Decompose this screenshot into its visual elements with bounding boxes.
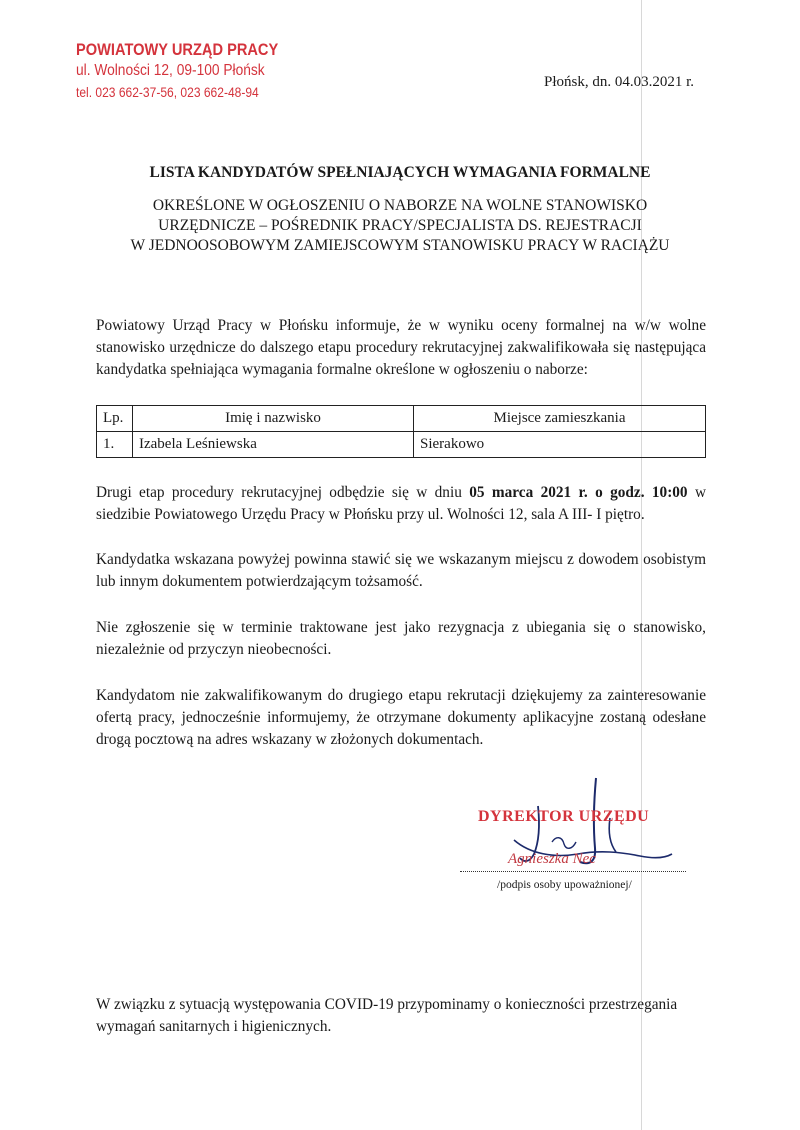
subtitle-line: URZĘDNICZE – POŚREDNIK PRACY/SPECJALISTA DS. REJESTRACJI [158, 217, 642, 234]
stage2-text-after: w siedzibie Powiatowego Urzędu Pracy w Płońsku przy ul. Wolności 12, sala A III- I piętro. [96, 484, 707, 523]
table-header-row [97, 406, 706, 432]
document-title: LISTA KANDYDATÓW SPEŁNIAJĄCYCH WYMAGANIA FORMALNE [149, 164, 651, 181]
col-header-residence: Miejsce zamieszkania [414, 406, 706, 432]
subtitle-line: W JEDNOOSOBOWYM ZAMIEJSCOWYM STANOWISKU PRACY W RACIĄŻU [130, 237, 670, 254]
subtitle-line: OKREŚLONE W OGŁOSZENIU O NABORZE NA WOLNE STANOWISKO [152, 197, 648, 214]
table-row [97, 432, 706, 458]
signature-caption: /podpis osoby upoważnionej/ [497, 879, 632, 891]
id-paragraph: Kandydatka wskazana powyżej powinna stawić się we wskazanym miejscu z dowodem osobistym lub innym dokumentem potwierdzającym tożsamość. [96, 551, 706, 590]
signature-dotted-line [460, 870, 686, 872]
stage2-text-before: Drugi etap procedury rekrutacyjnej odbędzie się w dniu [96, 484, 470, 501]
org-name: POWIATOWY URZĄD PRACY [76, 40, 279, 59]
covid-note: W związku z sytuacją występowania COVID-19 przypominamy o konieczności przestrzegania wymagań sanitarnych i higienicznych. [96, 996, 678, 1035]
stage2-date-time: 05 marca 2021 r. o godz. 10:00 [469, 484, 688, 501]
col-header-lp: Lp. [97, 406, 133, 432]
intro-text: Powiatowy Urząd Pracy w Płońsku informuje, że w wyniku oceny formalnej na w/w wolne stanowisko urzędnicze do dalszego etapu procedury rekrutacyjnej zakwalifikowała się następująca kandydatka spełniająca wymagania formalne określone w ogłoszeniu o naborze: [96, 317, 706, 378]
absence-paragraph: Nie zgłoszenie się w terminie traktowane jest jako rezygnacja z ubiegania się o stanowisko, niezależnie od przyczyn nieobecności. [96, 619, 706, 658]
cell-residence: Sierakowo [414, 432, 706, 458]
org-phone: tel. 023 662-37-56, 023 662-48-94 [76, 84, 259, 100]
document-subtitle [0, 196, 800, 256]
cell-lp: 1. [97, 432, 133, 458]
col-header-name: Imię i nazwisko [133, 406, 414, 432]
stage2-paragraph [96, 482, 706, 526]
intro-paragraph [96, 315, 706, 381]
candidates-table [96, 405, 706, 458]
signatory-name: Agnieszka Nec [508, 851, 596, 867]
place-date: Płońsk, dn. 04.03.2021 r. [544, 74, 695, 90]
signatory-title: DYREKTOR URZĘDU [478, 808, 650, 825]
org-address: ul. Wolności 12, 09-100 Płońsk [76, 62, 265, 79]
thanks-paragraph: Kandydatom nie zakwalifikowanym do drugiego etapu rekrutacji dziękujemy za zainteresowanie ofertą pracy, jednocześnie informujemy, że otrzymane dokumenty aplikacyjne zostaną odesłane drogą pocztową na adres wskazany w złożonych dokumentach. [96, 687, 706, 748]
cell-name: Izabela Leśniewska [133, 432, 414, 458]
